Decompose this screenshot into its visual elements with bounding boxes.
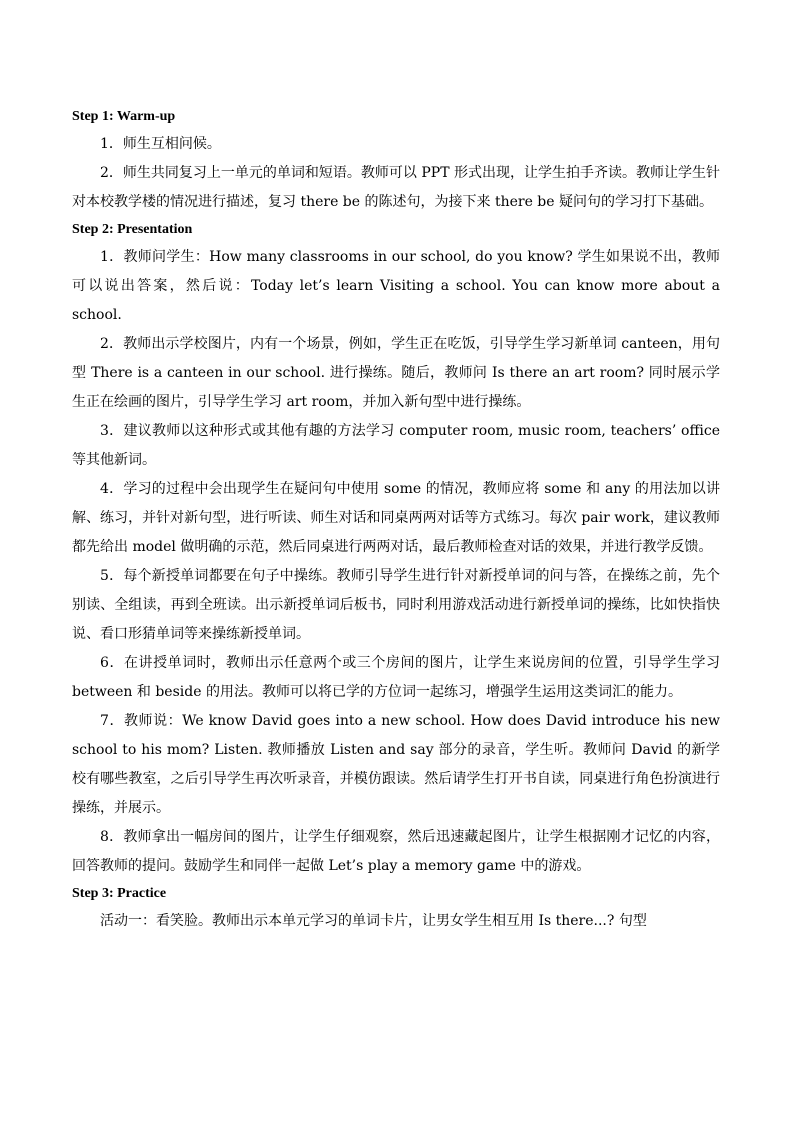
paragraph: 3．建议教师以这种形式或其他有趣的方法学习 computer room, music room, teachers’ office 等其他新词。	[72, 423, 720, 468]
paragraph: 活动一：看笑脸。教师出示本单元学习的单词卡片，让男女学生相互用 Is there...? 句型	[100, 913, 647, 929]
section-heading: Step 3: Practice	[72, 886, 167, 901]
section-step-2	[72, 217, 720, 881]
paragraph: 2．师生共同复习上一单元的单词和短语。教师可以 PPT 形式出现，让学生拍手齐读。教师让学生针对本校教学楼的情况进行描述，复习 there be 的陈述句，为接下来 there be 疑问句的学习打下基础。	[72, 165, 720, 210]
paragraph: 4．学习的过程中会出现学生在疑问句中使用 some 的情况，教师应将 some 和 any 的用法加以讲解、练习，并针对新句型，进行听读、师生对话和同桌两两对话等方式练习。每次 pair work，建议教师都先给出 model 做明确的示范，然后同桌进行两两对话，最后教师检查对话的效果，并进行教学反馈。	[72, 481, 720, 555]
paragraph: 7．教师说：We know David goes into a new school. How does David introduce his new school to his mom? Listen. 教师播放 Listen and say 部分的录音，学生听。教师问 David 的新学校有哪些教室，之后引导学生再次听录音，并模仿跟读。然后请学生打开书自读，同桌进行角色扮演进行操练，并展示。	[72, 713, 720, 816]
section-heading: Step 2: Presentation	[72, 222, 193, 237]
section-step-3	[72, 881, 720, 936]
paragraph: 6．在讲授单词时，教师出示任意两个或三个房间的图片，让学生来说房间的位置，引导学生学习 between 和 beside 的用法。教师可以将已学的方位词一起练习，增强学生运用这类词汇的能力。	[72, 655, 720, 700]
paragraph: 5．每个新授单词都要在句子中操练。教师引导学生进行针对新授单词的问与答，在操练之前，先个别读、全组读，再到全班读。出示新授单词后板书，同时利用游戏活动进行新授单词的操练，比如快指快说、看口形猜单词等来操练新授单词。	[72, 568, 720, 642]
paragraph: 2．教师出示学校图片，内有一个场景，例如，学生正在吃饭，引导学生学习新单词 canteen，用句型 There is a canteen in our school. 进行操练。随后，教师问 Is there an art room? 同时展示学生正在绘画的图片，引导学生学习 art room，并加入新句型中进行操练。	[72, 336, 720, 410]
section-step-1	[72, 104, 720, 217]
paragraph: 1．教师问学生：How many classrooms in our school, do you know? 学生如果说不出，教师可以说出答案，然后说：Today let’s learn Visiting a school. You can know more about a school.	[72, 249, 720, 323]
paragraph: 8．教师拿出一幅房间的图片，让学生仔细观察，然后迅速藏起图片，让学生根据刚才记忆的内容，回答教师的提问。鼓励学生和同伴一起做 Let’s play a memory game 中的游戏。	[72, 829, 720, 874]
document-page	[72, 104, 720, 936]
section-heading: Step 1: Warm-up	[72, 109, 176, 124]
paragraph: 1．师生互相问候。	[100, 136, 221, 152]
